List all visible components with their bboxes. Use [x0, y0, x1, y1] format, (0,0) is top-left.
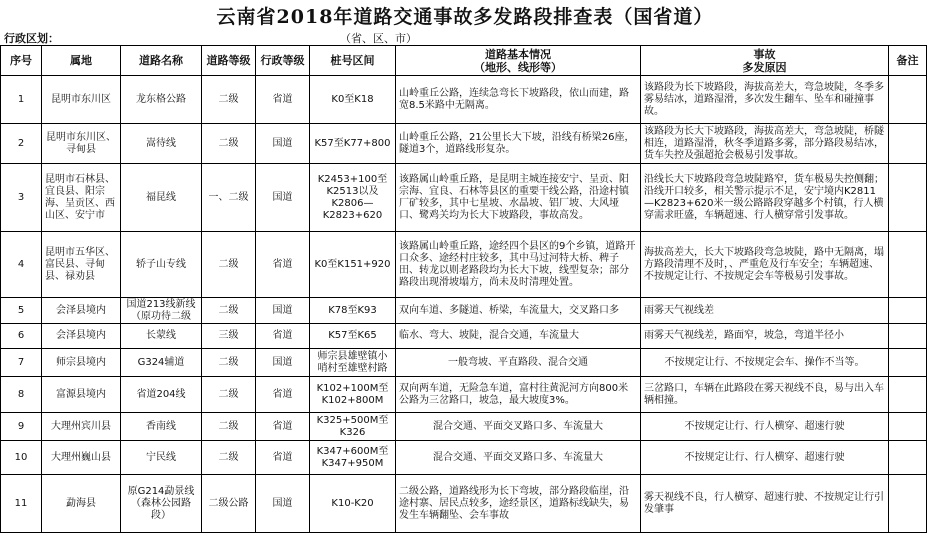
cell-belong: 大理州宾川县	[42, 413, 121, 441]
table-row	[1, 164, 927, 232]
cell-road: 国道213线新线（原功待二级	[121, 298, 202, 324]
cell-no: 6	[1, 324, 42, 349]
sheet-title: 云南省2018年道路交通事故多发路段排查表（国省道）	[216, 6, 714, 28]
cell-stake: K0至K18	[310, 76, 396, 124]
region-unit: （省、区、市）	[340, 32, 417, 45]
cell-belong: 勐海县	[42, 475, 121, 533]
cell-grade: 二级	[202, 441, 256, 475]
header-basic	[396, 46, 641, 76]
cell-stake: K57至K77+800	[310, 124, 396, 164]
cell-note	[889, 124, 927, 164]
header-cause-line2: 多发原因	[742, 60, 787, 74]
cell-cause: 三岔路口，车辆在此路段在雾天视线不良，易与出入车辆相撞。	[641, 377, 889, 413]
header-road: 道路名称	[121, 46, 202, 76]
cell-stake: K2453+100至K2513以及K2806—K2823+620	[310, 164, 396, 232]
cell-grade: 二级	[202, 232, 256, 298]
cell-admin: 省道	[256, 441, 310, 475]
cell-no: 10	[1, 441, 42, 475]
table-row	[1, 124, 927, 164]
cell-belong: 会泽县境内	[42, 324, 121, 349]
cell-road: 省道204线	[121, 377, 202, 413]
cell-note	[889, 324, 927, 349]
cell-basic: 混合交通、平面交叉路口多、车流量大	[396, 441, 641, 475]
cell-admin: 省道	[256, 76, 310, 124]
cell-grade: 二级	[202, 377, 256, 413]
cell-admin: 省道	[256, 232, 310, 298]
cell-basic: 山岭重丘公路，21公里长大下坡，沿线有桥梁26座，隧道3个，道路线形复杂。	[396, 124, 641, 164]
table-row	[1, 324, 927, 349]
accident-table	[0, 45, 927, 533]
cell-note	[889, 298, 927, 324]
cell-road: 龙东格公路	[121, 76, 202, 124]
cell-no: 11	[1, 475, 42, 533]
table-row	[1, 349, 927, 377]
cell-grade: 二级	[202, 349, 256, 377]
table-row	[1, 377, 927, 413]
header-grade: 道路等级	[202, 46, 256, 76]
header-admin: 行政等级	[256, 46, 310, 76]
header-belong: 属地	[42, 46, 121, 76]
cell-cause: 海拔高差大，长大下坡路段弯急坡陡，路中无隔离，塌方路段清理不及时，、严重危及行车安全；车辆超速、不按规定让行、不按规定会车等极易引发事故。	[641, 232, 889, 298]
cell-admin: 国道	[256, 475, 310, 533]
cell-cause: 雨雾天气视线差，路面窄，坡急，弯道半径小	[641, 324, 889, 349]
table-row	[1, 441, 927, 475]
cell-cause: 不按规定让行、不按规定会车、操作不当等。	[641, 349, 889, 377]
cell-admin: 省道	[256, 324, 310, 349]
cell-note	[889, 76, 927, 124]
cell-cause: 不按规定让行、行人横穿、超速行驶	[641, 441, 889, 475]
cell-stake: K102+100M至K102+800M	[310, 377, 396, 413]
cell-admin: 国道	[256, 298, 310, 324]
cell-no: 1	[1, 76, 42, 124]
cell-grade: 二级公路	[202, 475, 256, 533]
cell-admin: 国道	[256, 349, 310, 377]
cell-no: 8	[1, 377, 42, 413]
cell-basic: 该路属山岭重丘路，途经四个县区的9个乡镇，道路开口众多、途经村庄较多，其中马过河特大桥、稗子田、转龙以则老路段均为长大下坡，线型复杂；部分路段出现滑坡塌方，尚未及时清理处置。	[396, 232, 641, 298]
cell-road: 原G214勐景线（森林公园路段）	[121, 475, 202, 533]
cell-note	[889, 413, 927, 441]
header-row	[1, 46, 927, 76]
cell-no: 3	[1, 164, 42, 232]
cell-admin: 省道	[256, 377, 310, 413]
header-cause	[641, 46, 889, 76]
cell-belong: 会泽县境内	[42, 298, 121, 324]
cell-stake: K78至K93	[310, 298, 396, 324]
cell-road: 福昆线	[121, 164, 202, 232]
cell-cause: 不按规定让行、行人横穿、超速行驶	[641, 413, 889, 441]
cell-stake: 师宗县雄壁镇小哨村至雄壁村路	[310, 349, 396, 377]
header-cause-line1: 事故	[753, 47, 776, 61]
cell-cause: 雨雾天气视线差	[641, 298, 889, 324]
cell-basic: 山岭重丘公路，连续急弯长下坡路段，依山而建，路宽8.5米路中无隔离。	[396, 76, 641, 124]
cell-cause: 该路段为长下坡路段，海拔高差大，弯急坡陡，冬季多雾易结冰，道路湿滑，多次发生翻车、坠车和碰撞事故。	[641, 76, 889, 124]
cell-cause: 该路段为长大下坡路段，海拔高差大，弯急坡陡，桥隧相连，道路湿滑，秋冬季道路多雾，部分路段易结冰，货车失控及强超抢会极易引发事故。	[641, 124, 889, 164]
cell-grade: 三级	[202, 324, 256, 349]
cell-note	[889, 475, 927, 533]
cell-stake: K57至K65	[310, 324, 396, 349]
cell-admin: 国道	[256, 124, 310, 164]
cell-road: 长蒙线	[121, 324, 202, 349]
region-label: 行政区划：	[4, 32, 59, 45]
cell-belong: 师宗县境内	[42, 349, 121, 377]
cell-basic: 混合交通、平面交叉路口多、车流量大	[396, 413, 641, 441]
cell-basic: 一般弯坡、平直路段、混合交通	[396, 349, 641, 377]
cell-stake: K347+600M至K347+950M	[310, 441, 396, 475]
cell-basic: 双向两车道，无险急车道，富村往黄泥河方向800米公路为三岔路口，坡急，最大坡度3%。	[396, 377, 641, 413]
cell-grade: 二级	[202, 124, 256, 164]
cell-road: 嵩待线	[121, 124, 202, 164]
cell-no: 9	[1, 413, 42, 441]
cell-basic: 双向车道、多隧道、桥梁，车流量大，交叉路口多	[396, 298, 641, 324]
cell-belong: 昆明市东川区	[42, 76, 121, 124]
cell-basic: 临水、弯大、坡陡，混合交通，车流量大	[396, 324, 641, 349]
cell-no: 5	[1, 298, 42, 324]
table-row	[1, 413, 927, 441]
header-no: 序号	[1, 46, 42, 76]
cell-stake: K325+500M至K326	[310, 413, 396, 441]
cell-road: 轿子山专线	[121, 232, 202, 298]
table-row	[1, 298, 927, 324]
cell-note	[889, 349, 927, 377]
cell-cause: 雾天视线不良，行人横穿、超速行驶、不按规定让行引发肇事	[641, 475, 889, 533]
cell-belong: 昆明市石林县、宜良县、阳宗海、呈贡区、西山区、安宁市	[42, 164, 121, 232]
header-stake: 桩号区间	[310, 46, 396, 76]
cell-road: 香南线	[121, 413, 202, 441]
header-basic-line2: （地形、线形等）	[474, 60, 562, 74]
table-row	[1, 76, 927, 124]
cell-no: 4	[1, 232, 42, 298]
cell-note	[889, 232, 927, 298]
cell-no: 7	[1, 349, 42, 377]
cell-belong: 大理州巍山县	[42, 441, 121, 475]
cell-no: 2	[1, 124, 42, 164]
cell-belong: 昆明市五华区、富民县、寻甸县、禄劝县	[42, 232, 121, 298]
cell-basic: 该路属山岭重丘路，是昆明主城连接安宁、呈贡、阳宗海、宜良、石林等县区的重要干线公路，沿途村镇厂矿较多，其中七星坡、水晶坡、铝厂坡、大风垭口、鹭鸡关均为长大下坡路段，事故高发。	[396, 164, 641, 232]
table-row	[1, 475, 927, 533]
cell-grade: 一、二级	[202, 164, 256, 232]
cell-note	[889, 164, 927, 232]
cell-grade: 二级	[202, 413, 256, 441]
cell-stake: K10-K20	[310, 475, 396, 533]
cell-basic: 二级公路，道路线形为长下弯坡，部分路段临崖，沿途村寨、居民点较多，途经景区，道路标线缺失，易发生车辆翻坠、会车事故	[396, 475, 641, 533]
header-basic-line1: 道路基本情况	[485, 47, 551, 61]
cell-belong: 昆明市东川区、寻甸县	[42, 124, 121, 164]
cell-admin: 省道	[256, 413, 310, 441]
cell-stake: K0至K151+920	[310, 232, 396, 298]
table-row	[1, 232, 927, 298]
cell-road: 宁民线	[121, 441, 202, 475]
region-row	[0, 32, 930, 45]
cell-cause: 沿线长大下坡路段弯急坡陡路窄，货车极易失控侧翻；沿线开口较多，相关警示提示不足，安宁境内K2811—K2823+620米一级公路路段穿越多个村镇，行人横穿需求旺盛，车辆超速、行人横穿常引发事故。	[641, 164, 889, 232]
cell-road: G324辅道	[121, 349, 202, 377]
cell-note	[889, 377, 927, 413]
header-note: 备注	[889, 46, 927, 76]
cell-grade: 二级	[202, 298, 256, 324]
cell-note	[889, 441, 927, 475]
cell-belong: 富源县境内	[42, 377, 121, 413]
cell-grade: 二级	[202, 76, 256, 124]
cell-admin: 国道	[256, 164, 310, 232]
